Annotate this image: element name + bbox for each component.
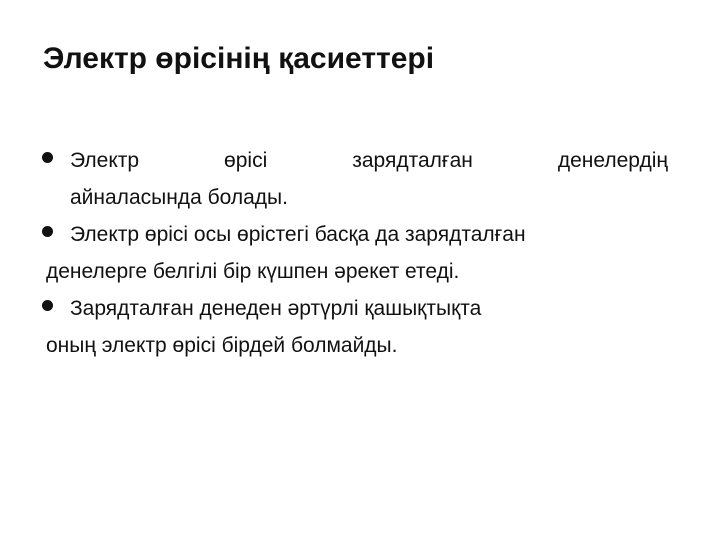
bullet-item-2-line-1: Электр өрісі осы өрістегі басқа да зарядталған bbox=[70, 223, 526, 246]
bullet-item-3-line-2: оның электр өрісі бірдей болмайды. bbox=[46, 334, 398, 357]
bullet-icon bbox=[42, 300, 53, 311]
bullet-item-3 bbox=[40, 290, 668, 364]
bullet-icon bbox=[42, 226, 53, 237]
bullet-item-1-line-2: айналасында болады. bbox=[70, 186, 288, 209]
slide-body bbox=[40, 142, 668, 364]
bullet-item-2 bbox=[40, 216, 668, 290]
bullet-item-2-line-2: денелерге белгілі бір күшпен әрекет етеді. bbox=[46, 260, 460, 283]
bullet-item-1 bbox=[40, 142, 668, 216]
slide-title: Электр өрісінің қасиеттері bbox=[43, 42, 435, 75]
bullet-icon bbox=[42, 152, 53, 163]
bullet-item-3-line-1: Зарядталған денеден әртүрлі қашықтықта bbox=[70, 297, 482, 320]
bullet-item-1-line-1: Электр өрісі зарядталған денелердің bbox=[70, 149, 668, 172]
